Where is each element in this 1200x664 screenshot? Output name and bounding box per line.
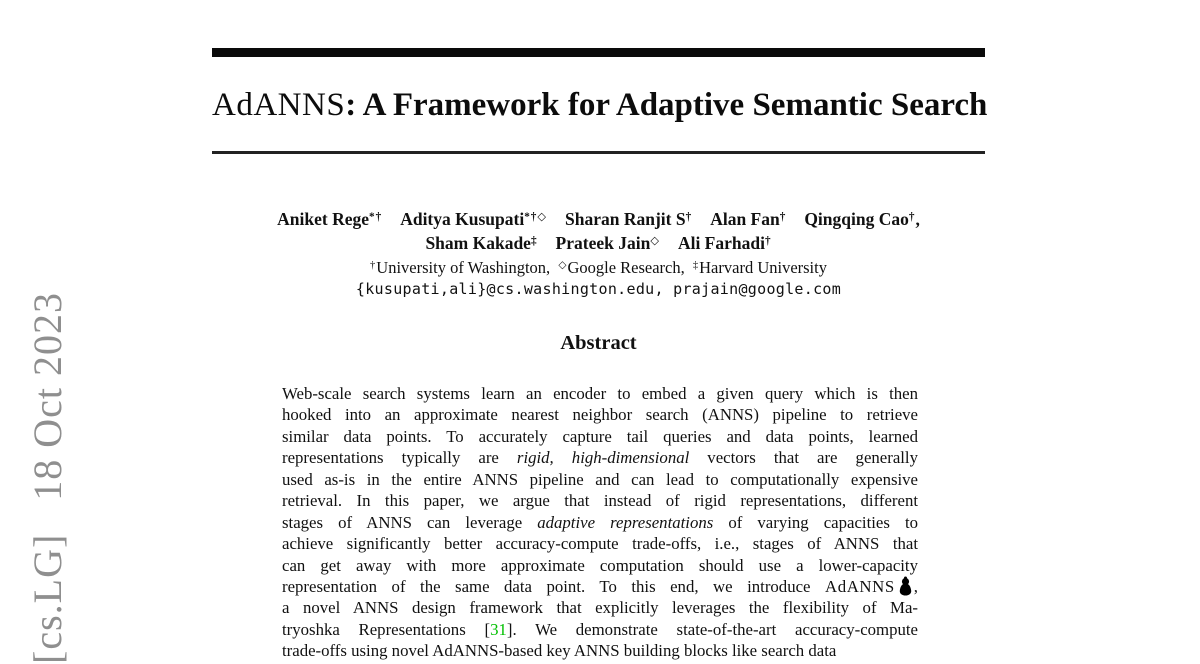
abstract-text: representation of the same data point. To this end, we introduce xyxy=(282,576,825,596)
arxiv-watermark: [cs.LG] 18 Oct 2023 xyxy=(25,291,70,664)
abstract-body xyxy=(282,383,918,662)
author-name: Sharan Ranjit S† xyxy=(565,209,693,229)
paper-title xyxy=(212,84,988,126)
author-name: Aditya Kusupati*†◇ xyxy=(400,209,547,229)
author-name: Ali Farhadi† xyxy=(677,233,772,253)
authors-line-2 xyxy=(212,231,985,258)
paper-title-rest: : A Framework for Adaptive Semantic Search xyxy=(345,87,988,123)
affiliation-marker: ‡ xyxy=(692,260,700,272)
affiliation-item: ‡Harvard University xyxy=(692,258,827,277)
abstract-text: a novel ANNS design framework that explicitly leverages the flexibility of Ma- xyxy=(282,598,918,618)
author-affiliation-marker: *†◇ xyxy=(524,210,547,223)
paper-title-brand: AdANNS xyxy=(212,87,346,123)
author-affiliation-marker: † xyxy=(908,210,916,223)
abstract-line xyxy=(282,404,918,425)
abstract-text: Web-scale search systems learn an encoder to embed a given query which is then xyxy=(282,384,918,403)
author-name: Alan Fan† xyxy=(710,209,787,229)
abstract-line xyxy=(282,469,918,490)
author-name: Prateek Jain◇ xyxy=(555,233,660,253)
abstract-text: ]. We demonstrate state-of-the-art accuracy-compute xyxy=(506,619,918,639)
abstract-text: stages of ANNS can leverage xyxy=(282,512,538,532)
author-emails: {kusupati,ali}@cs.washington.edu, prajain@google.com xyxy=(355,280,842,298)
abstract-line xyxy=(282,597,918,618)
abstract-text: similar data points. To accurately capture tail queries and data points, learned xyxy=(282,426,918,446)
abstract-text: trade-offs using novel AdANNS-based key ANNS building blocks like search data xyxy=(282,641,837,661)
abstract-line xyxy=(282,576,918,597)
abstract-line xyxy=(282,512,918,533)
author-name: Qingqing Cao†, xyxy=(804,209,920,229)
paper-content xyxy=(212,0,988,661)
affiliation-marker: ◇ xyxy=(558,260,568,272)
author-name: Sham Kakade‡ xyxy=(425,233,538,253)
abstract-text: adaptive representations xyxy=(537,512,714,532)
affiliation-item: ◇Google Research, xyxy=(558,258,685,277)
abstract-line xyxy=(282,533,918,554)
abstract-text: rigid, high-dimensional xyxy=(516,448,690,468)
author-affiliation-marker: † xyxy=(779,210,787,223)
abstract-line xyxy=(282,490,918,511)
adanns-wordmark: AdANNS xyxy=(824,576,895,596)
author-name: Aniket Rege*† xyxy=(277,209,383,229)
affiliation-marker: † xyxy=(370,260,377,272)
abstract-line xyxy=(282,383,918,404)
author-affiliation-marker: † xyxy=(685,210,693,223)
abstract-line xyxy=(282,426,918,447)
abstract-text: retrieval. In this paper, we argue that instead of rigid representations, different xyxy=(282,491,918,511)
abstract-text: achieve significantly better accuracy-compute trade-offs, i.e., stages of ANNS that xyxy=(282,534,918,554)
abstract-text: representations typically are xyxy=(282,448,517,468)
abstract-text: used as-is in the entire ANNS pipeline and can lead to computationally expensive xyxy=(282,469,918,489)
abstract-line xyxy=(282,619,918,640)
abstract-line xyxy=(282,555,918,576)
title-rule-top xyxy=(212,48,985,57)
author-affiliation-marker: *† xyxy=(369,210,383,223)
affiliations-line xyxy=(212,257,985,282)
abstract-text: , xyxy=(913,576,918,596)
abstract-text: of varying capacities to xyxy=(713,512,919,532)
author-affiliation-marker: ‡ xyxy=(530,234,538,247)
authors-line-1 xyxy=(212,207,985,234)
author-affiliation-marker: ◇ xyxy=(650,234,660,247)
abstract-text: tryoshka Representations [ xyxy=(282,619,491,639)
abstract-text: can get away with more approximate computation should use a lower-capacity xyxy=(282,555,918,575)
affiliation-item: †University of Washington, xyxy=(370,258,551,277)
title-rule-bottom xyxy=(212,151,985,154)
author-affiliation-marker: † xyxy=(764,234,772,247)
abstract-text: vectors that are generally xyxy=(689,448,918,468)
abstract-line xyxy=(282,447,918,468)
abstract-text: hooked into an approximate nearest neighbor search (ANNS) pipeline to retrieve xyxy=(282,405,918,425)
citation-link-31[interactable]: 31 xyxy=(490,619,507,639)
abstract-heading: Abstract xyxy=(560,332,637,354)
abstract-line xyxy=(282,640,918,661)
